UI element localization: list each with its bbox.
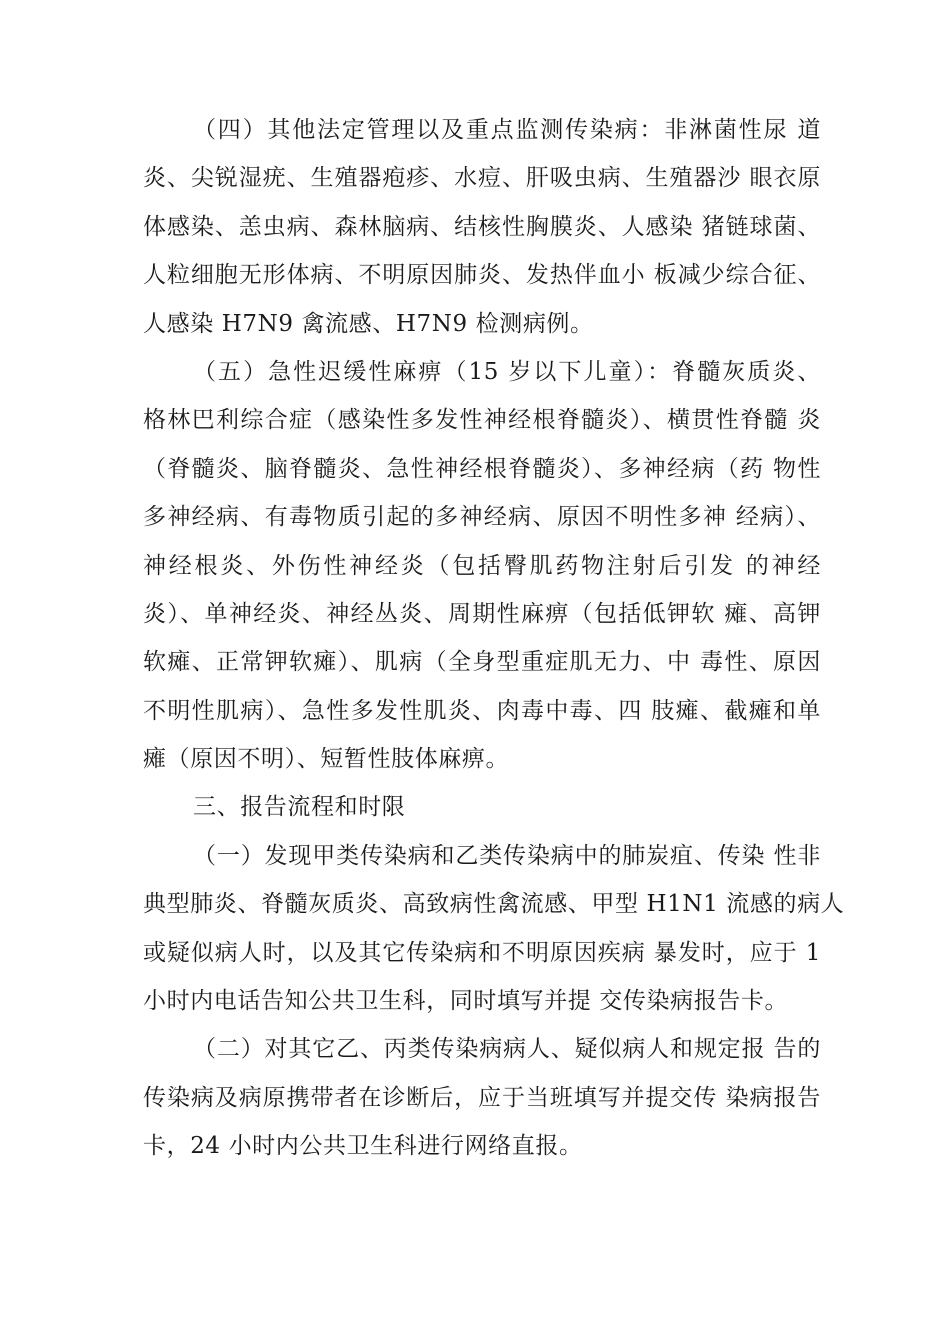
text-line: 人感染 H7N9 禽流感、H7N9 检测病例。 — [143, 310, 594, 337]
text-line: 人粒细胞无形体病、不明原因肺炎、发热伴血小 板减少综合征、 — [143, 262, 821, 289]
text-line: 卡，24 小时内公共卫生科进行网络直报。 — [143, 1133, 583, 1160]
document-body — [143, 106, 845, 1171]
text-line: 瘫（原因不明）、短暂性肢体麻痹。 — [143, 746, 510, 773]
text-line: 炎、尖锐湿疣、生殖器疱疹、水痘、肝吸虫病、生殖器沙 眼衣原 — [143, 165, 821, 192]
text-line: 神经根炎、外伤性神经炎（包括臀肌药物注射后引发 的神经 — [143, 552, 821, 579]
text-line: 体感染、恙虫病、森林脑病、结核性胸膜炎、人感染 猪链球菌、 — [143, 213, 821, 240]
paragraph-reporting-rule-1 — [143, 832, 845, 1026]
text-line: 传染病及病原携带者在诊断后，应于当班填写并提交传 染病报告 — [143, 1084, 821, 1111]
text-line: 多神经病、有毒物质引起的多神经病、原因不明性多神 经病）、 — [143, 504, 821, 531]
text-line: 炎）、单神经炎、神经丛炎、周期性麻痹（包括低钾软 瘫、高钾 — [143, 600, 821, 627]
text-line: 软瘫、正常钾软瘫）、肌病（全身型重症肌无力、中 毒性、原因 — [143, 649, 821, 676]
text-line: （四）其他法定管理以及重点监测传染病：非淋菌性尿 道 — [193, 117, 821, 143]
text-line: 小时内电话告知公共卫生科，同时填写并提 交传染病报告卡。 — [143, 988, 789, 1015]
paragraph-item-5-afp — [143, 348, 821, 784]
paragraph-item-4-other-diseases — [143, 106, 821, 348]
text-line: （脊髓炎、脑脊髓炎、急性神经根脊髓炎）、多神经病（药 物性 — [143, 455, 821, 482]
text-line: 典型肺炎、脊髓灰质炎、高致病性禽流感、甲型 H1N1 流感的病人 — [143, 891, 845, 918]
section-heading-reporting-process — [143, 783, 821, 831]
paragraph-reporting-rule-2 — [143, 1025, 821, 1170]
text-line: （五）急性迟缓性麻痹（15 岁以下儿童）：脊髓灰质炎、 — [193, 358, 821, 385]
text-line: （二）对其它乙、丙类传染病病人、疑似病人和规定报 告的 — [193, 1036, 821, 1063]
text-line: （一）发现甲类传染病和乙类传染病中的肺炭疽、传染 性非 — [193, 842, 821, 869]
section-heading-text: 三、报告流程和时限 — [193, 794, 406, 821]
text-line: 格林巴利综合症（感染性多发性神经根脊髓炎）、横贯性脊髓 炎 — [143, 407, 821, 434]
text-line: 或疑似病人时，以及其它传染病和不明原因疾病 暴发时，应于 1 — [143, 939, 821, 966]
text-line: 不明性肌病）、急性多发性肌炎、肉毒中毒、四 肢瘫、截瘫和单 — [143, 697, 821, 724]
